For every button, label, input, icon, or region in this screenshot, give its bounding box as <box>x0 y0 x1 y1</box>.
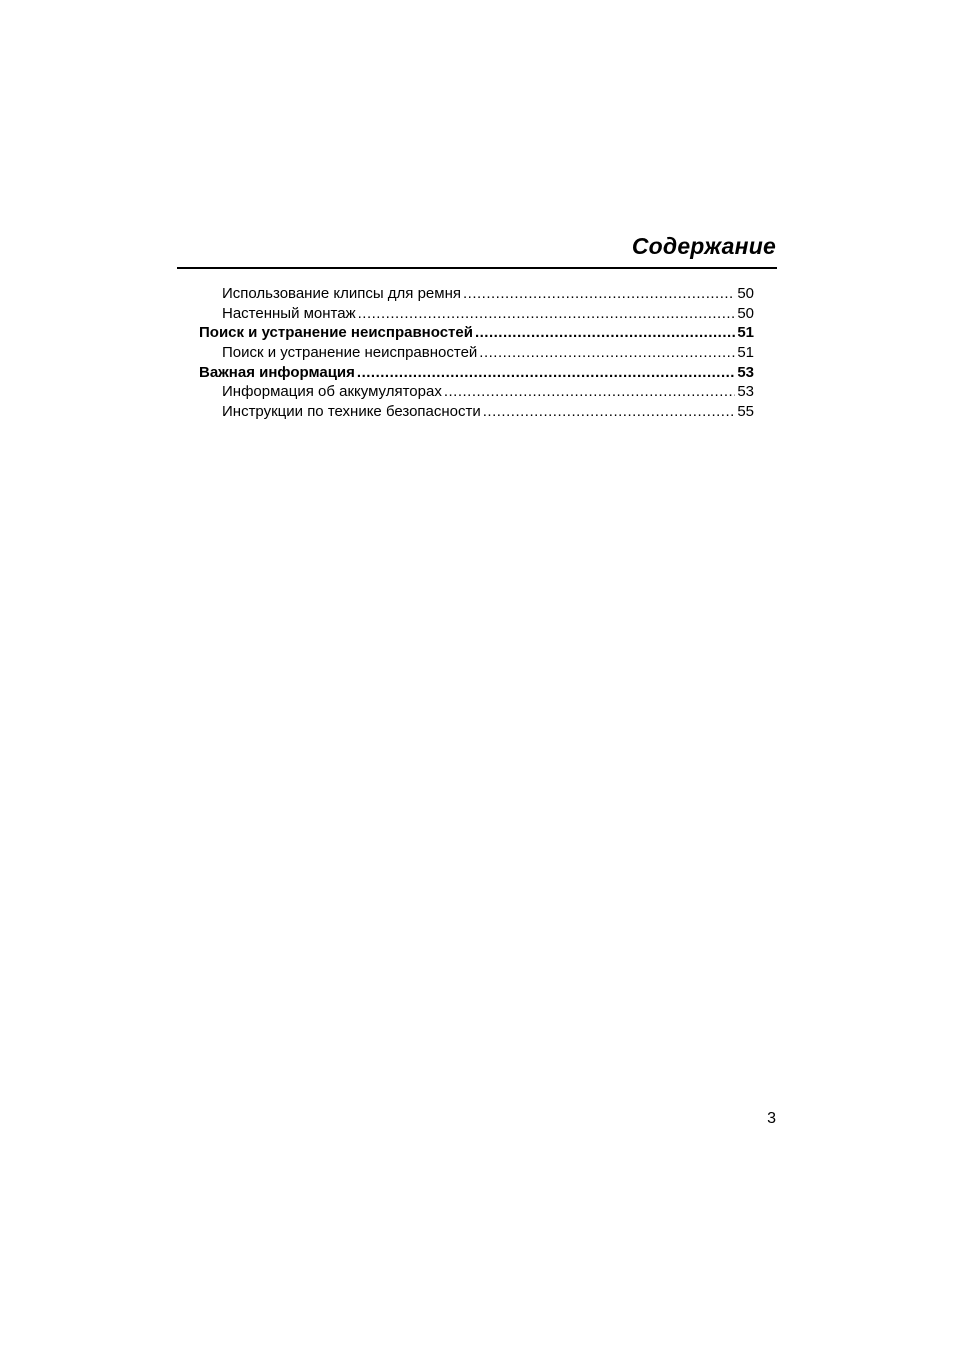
toc-entry-label: Информация об аккумуляторах <box>222 383 442 401</box>
toc-dot-leader <box>357 363 735 383</box>
toc-entry-label: Важная информация <box>199 363 355 381</box>
toc-section-important-info[interactable] <box>199 363 754 383</box>
toc-entry-battery-info[interactable] <box>199 382 754 402</box>
title-divider <box>177 267 777 269</box>
toc-dot-leader <box>358 304 736 324</box>
toc-entry-page: 55 <box>737 403 754 421</box>
toc-entry-page: 50 <box>737 304 754 322</box>
toc-entry-page: 53 <box>737 363 754 381</box>
toc-entry-page: 51 <box>737 344 754 362</box>
toc-entry-safety-instructions[interactable] <box>199 402 754 422</box>
toc-entry-label: Поиск и устранение неисправностей <box>222 344 478 362</box>
toc-entry-label: Инструкции по технике безопасности <box>222 403 481 421</box>
toc-dot-leader <box>475 323 735 343</box>
toc-entry-page: 51 <box>737 324 754 342</box>
toc-entry-troubleshooting[interactable] <box>199 343 754 363</box>
toc-dot-leader <box>463 284 735 304</box>
table-of-contents <box>199 284 754 422</box>
toc-dot-leader <box>444 382 735 402</box>
toc-entry-belt-clip[interactable] <box>199 284 754 304</box>
toc-entry-label: Использование клипсы для ремня <box>222 285 461 302</box>
toc-entry-label: Поиск и устранение неисправностей <box>199 324 473 342</box>
toc-entry-wall-mount[interactable] <box>199 304 754 324</box>
toc-entry-page: 53 <box>737 383 754 401</box>
page-title: Содержание <box>631 233 776 259</box>
toc-dot-leader <box>479 343 735 363</box>
page-number: 3 <box>767 1110 776 1127</box>
toc-dot-leader <box>483 402 736 422</box>
toc-entry-label: Настенный монтаж <box>222 304 356 322</box>
toc-section-troubleshooting[interactable] <box>199 323 754 343</box>
toc-entry-page: 50 <box>737 285 754 302</box>
